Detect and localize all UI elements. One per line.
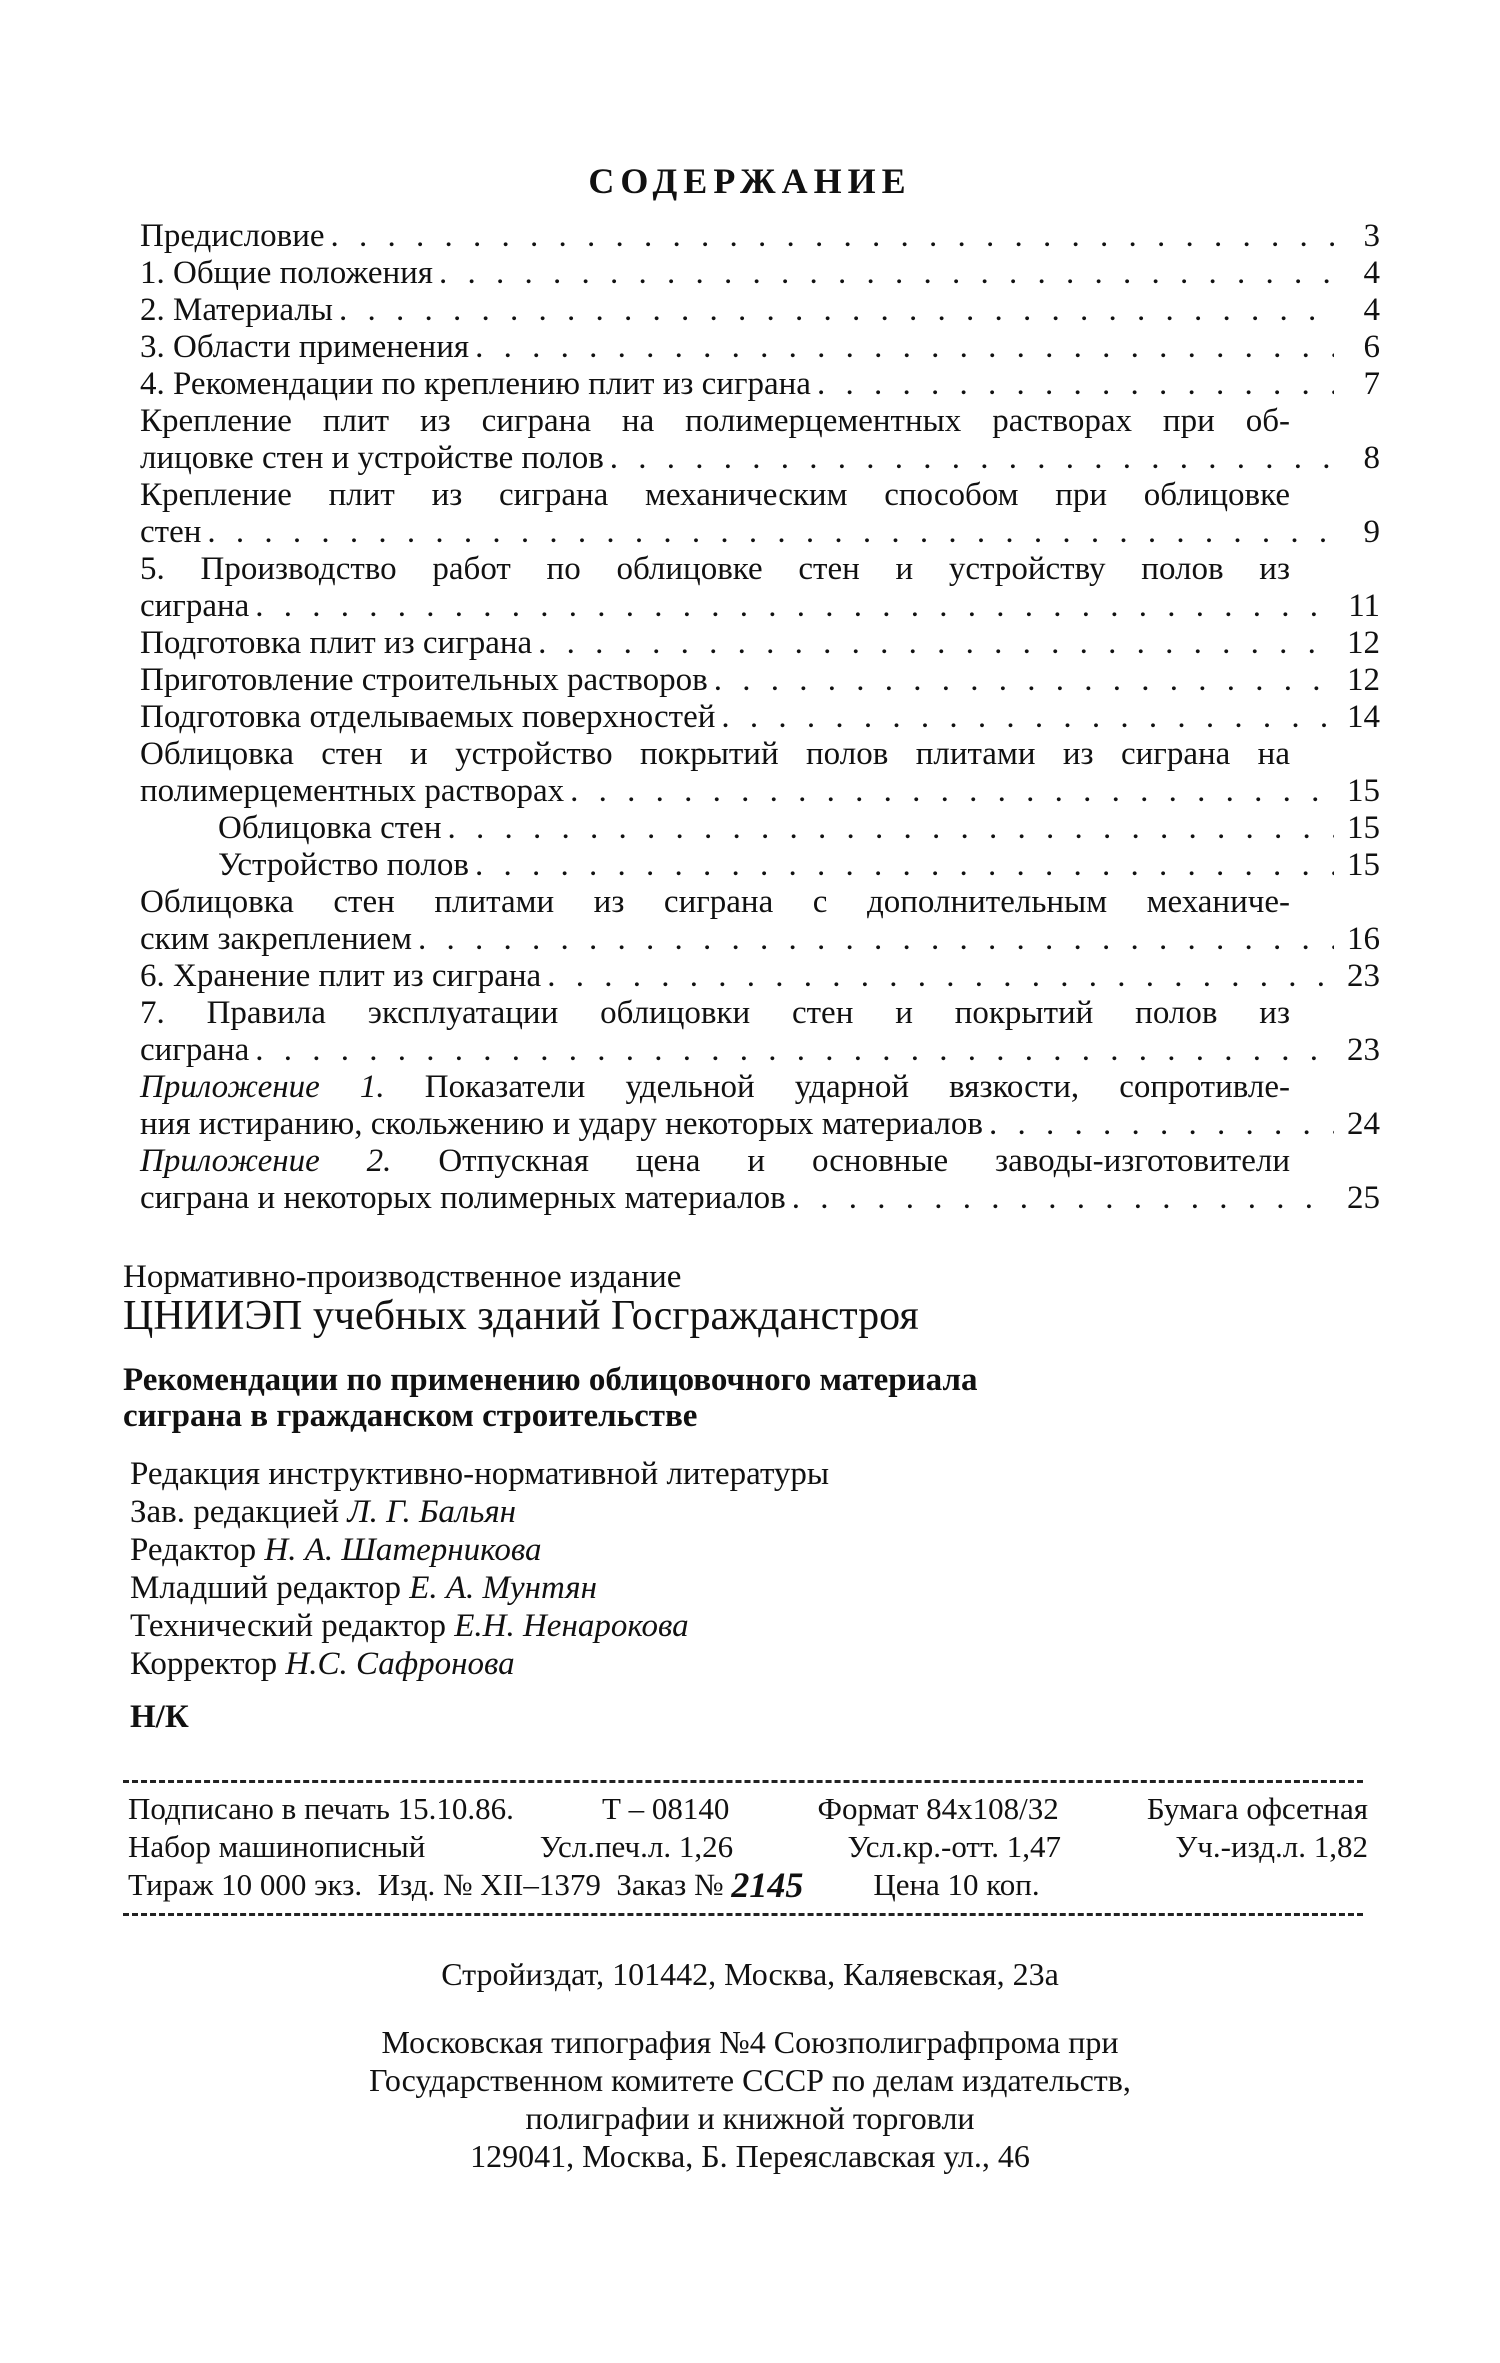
toc-page-number: 3 — [1363, 218, 1380, 254]
toc-page-number: 4 — [1363, 255, 1380, 291]
toc-entry-text — [140, 699, 715, 736]
toc-leader-dots — [447, 810, 1334, 847]
toc-entry-line: Устройство полов — [218, 847, 469, 883]
toc-entry-text — [140, 588, 249, 625]
toc-entry-text — [140, 625, 532, 662]
toc-entry-line: стен — [140, 514, 202, 550]
toc-entry-line: Подготовка плит из сиграна — [140, 625, 533, 661]
toc-entry-row — [140, 810, 1380, 847]
toc-entry-line: сиграна — [140, 1032, 250, 1068]
toc-entry-text — [218, 847, 469, 884]
toc-entry — [140, 1143, 1380, 1217]
toc-entry-row — [140, 1106, 1380, 1143]
toc-leader-dots — [721, 699, 1334, 736]
toc-entry-row — [140, 329, 1380, 366]
specs-price: Цена 10 коп. — [873, 1867, 1040, 1902]
toc-page-number: 24 — [1347, 1106, 1380, 1142]
divider-bottom — [123, 1913, 1363, 1916]
toc-page-number: 12 — [1347, 662, 1380, 698]
toc-entry-line: Крепление плит из сиграна механическим способом при облицовке — [140, 477, 1290, 513]
divider-top — [123, 1780, 1363, 1783]
toc-entry-text — [140, 366, 811, 403]
toc-page-number: 4 — [1363, 292, 1380, 328]
toc-entry — [140, 477, 1380, 551]
book-title-line-2: сиграна в гражданском строительстве — [123, 1398, 698, 1434]
toc-entry-text — [140, 1180, 786, 1217]
toc-entry — [140, 551, 1380, 625]
printer-line: Московская типография №4 Союзполиграфпрома при — [381, 2024, 1119, 2060]
toc-entry-line: полимерцементных растворах — [140, 773, 565, 809]
printer-info — [0, 2023, 1500, 2175]
toc-entry-line: Подготовка отделываемых поверхностей — [140, 699, 716, 735]
toc-entry-text — [140, 736, 1380, 773]
toc-page-number: 12 — [1347, 625, 1380, 661]
toc-entry-row — [140, 588, 1380, 625]
toc-leader-dots — [989, 1106, 1334, 1143]
toc-entry-row — [140, 921, 1380, 958]
toc-entry-row — [140, 847, 1380, 884]
toc-entry — [140, 995, 1380, 1069]
toc-leader-dots — [714, 662, 1334, 699]
toc-page-number: 8 — [1363, 440, 1380, 476]
toc-leader-dots — [792, 1180, 1334, 1217]
staff-line — [130, 1493, 829, 1531]
toc-entry-text — [140, 958, 541, 995]
toc-entry-text — [140, 440, 604, 477]
toc-entry-line: 4. Рекомендации по креплению плит из сиграна — [140, 366, 811, 402]
toc-entry — [140, 662, 1380, 699]
toc-page-number: 9 — [1363, 514, 1380, 550]
staff-role: Младший редактор — [130, 1570, 410, 1606]
toc-entry-line: Крепление плит из сиграна на полимерцементных растворах при об- — [140, 403, 1290, 439]
staff-role: Зав. редакцией — [130, 1494, 348, 1530]
toc-entry-text — [140, 921, 412, 958]
toc-leader-dots — [610, 440, 1334, 477]
toc-entry-text — [140, 995, 1380, 1032]
toc-page-number: 6 — [1363, 329, 1380, 365]
toc-entry-row — [140, 1180, 1380, 1217]
toc-page-number: 14 — [1347, 699, 1380, 735]
toc-entry-text — [140, 218, 325, 255]
toc-entry-line: 2. Материалы — [140, 292, 333, 328]
toc-entry-row — [140, 292, 1380, 329]
staff-line — [130, 1531, 829, 1569]
toc-entry — [140, 403, 1380, 477]
toc-entry — [140, 255, 1380, 292]
toc-page-number: 23 — [1347, 1032, 1380, 1068]
toc-entry-line: Показатели удельной ударной вязкости, сопротивле- — [384, 1069, 1290, 1105]
toc-page-number: 11 — [1348, 588, 1380, 624]
toc-entry — [140, 366, 1380, 403]
toc-appendix-label: Приложение 2. — [140, 1143, 392, 1179]
staff-line — [130, 1645, 829, 1683]
toc-entry — [140, 847, 1380, 884]
toc-entry-text — [218, 810, 441, 847]
edition-type: Нормативно-производственное издание — [123, 1259, 682, 1295]
toc-entry-row — [140, 1032, 1380, 1069]
toc-leader-dots — [547, 958, 1334, 995]
toc-entry-text — [140, 329, 469, 366]
toc-entry-line: Приготовление строительных растворов — [140, 662, 708, 698]
printer-line: 129041, Москва, Б. Переяславская ул., 46 — [470, 2138, 1030, 2174]
specs-run: Тираж 10 000 экз. Изд. № XII–1379 Заказ № — [128, 1867, 732, 1902]
toc-leader-dots — [475, 847, 1334, 884]
toc-entry-text — [140, 884, 1380, 921]
toc-entry-text — [140, 773, 564, 810]
toc-entry-text — [140, 1143, 1380, 1180]
editorial-staff — [130, 1455, 829, 1683]
staff-role: Корректор — [130, 1646, 286, 1682]
specs-signed: Подписано в печать 15.10.86. — [128, 1791, 514, 1826]
staff-role: Редактор — [130, 1532, 265, 1568]
staff-role: Редакция инструктивно-нормативной литературы — [130, 1456, 830, 1492]
specs-t-number: Т – 08140 — [601, 1791, 730, 1826]
specs-row-1 — [128, 1790, 1368, 1828]
toc-entry — [140, 1069, 1380, 1143]
toc-entry — [140, 625, 1380, 662]
toc-entry-line: Облицовка стен — [218, 810, 442, 846]
toc-entry-text — [140, 403, 1380, 440]
toc-entry — [140, 699, 1380, 736]
toc-entry-text — [140, 1032, 249, 1069]
toc-leader-dots — [331, 218, 1335, 255]
toc-leader-dots — [418, 921, 1334, 958]
toc-entry-row — [140, 773, 1380, 810]
toc-entry — [140, 292, 1380, 329]
specs-publisher-sheets: Уч.-изд.л. 1,82 — [1175, 1829, 1368, 1864]
specs-format: Формат 84х108/32 — [817, 1791, 1059, 1826]
staff-line — [130, 1607, 829, 1645]
book-title-line-1: Рекомендации по применению облицовочного материала — [123, 1362, 978, 1398]
toc-leader-dots — [439, 255, 1334, 292]
toc-entry-line: сиграна — [140, 588, 250, 624]
toc-page-number: 15 — [1347, 847, 1380, 883]
toc-entry-line: 7. Правила эксплуатации облицовки стен и покрытий полов из — [140, 995, 1290, 1031]
toc-entry-line: 1. Общие положения — [140, 255, 433, 291]
specs-paper: Бумага офсетная — [1146, 1791, 1368, 1826]
toc-entry-text — [140, 255, 433, 292]
toc-entry-text — [140, 1106, 983, 1143]
specs-typeset: Набор машинописный — [128, 1829, 426, 1864]
toc-leader-dots — [475, 329, 1334, 366]
table-of-contents — [140, 218, 1380, 1217]
publisher: Стройиздат, 101442, Москва, Каляевская, 23а — [441, 1956, 1059, 1992]
toc-entry-line: Предисловие — [140, 218, 325, 254]
toc-entry-row — [140, 255, 1380, 292]
organization: ЦНИИЭП учебных зданий Госгражданстроя — [123, 1293, 919, 1339]
toc-leader-dots — [255, 1032, 1334, 1069]
print-specs — [128, 1790, 1368, 1904]
printer-line: Государственном комитете СССР по делам издательств, — [369, 2062, 1131, 2098]
toc-leader-dots — [207, 514, 1334, 551]
toc-entry-line: 3. Области применения — [140, 329, 470, 365]
toc-appendix-label: Приложение 1. — [140, 1069, 385, 1105]
toc-entry-line: ским закреплением — [140, 921, 412, 957]
toc-entry-line: 5. Производство работ по облицовке стен и устройству полов из — [140, 551, 1290, 587]
toc-entry-text — [140, 1069, 1380, 1106]
toc-entry — [140, 958, 1380, 995]
specs-print-sheets: Усл.печ.л. 1,26 — [539, 1829, 734, 1864]
toc-leader-dots — [255, 588, 1334, 625]
toc-entry-line: Отпускная цена и основные заводы-изготовители — [391, 1143, 1290, 1179]
staff-name: Н. А. Шатерникова — [264, 1532, 542, 1568]
order-number-handwritten: 2145 — [731, 1865, 804, 1905]
staff-name: Н.С. Сафронова — [285, 1646, 515, 1682]
toc-entry-row — [140, 440, 1380, 477]
toc-entry-line: ния истиранию, скольжению и удару некоторых материалов — [140, 1106, 983, 1142]
toc-entry-text — [140, 514, 201, 551]
toc-page-number: 16 — [1347, 921, 1380, 957]
staff-name: Е. А. Мунтян — [409, 1570, 597, 1606]
toc-entry — [140, 218, 1380, 255]
code-label: Н/К — [130, 1699, 189, 1735]
toc-entry-row — [140, 699, 1380, 736]
specs-row-3 — [128, 1866, 1368, 1904]
toc-title: СОДЕРЖАНИЕ — [588, 161, 912, 201]
specs-row-2 — [128, 1828, 1368, 1866]
toc-page-number: 15 — [1347, 773, 1380, 809]
toc-entry-row — [140, 958, 1380, 995]
toc-entry-text — [140, 292, 333, 329]
toc-leader-dots — [538, 625, 1334, 662]
toc-leader-dots — [817, 366, 1334, 403]
toc-entry — [140, 329, 1380, 366]
staff-line — [130, 1455, 829, 1493]
toc-page-number: 23 — [1347, 958, 1380, 994]
toc-page-number: 15 — [1347, 810, 1380, 846]
staff-name: Е.Н. Ненарокова — [454, 1608, 689, 1644]
toc-entry — [140, 884, 1380, 958]
toc-entry — [140, 736, 1380, 810]
specs-color-prints: Усл.кр.-отт. 1,47 — [847, 1829, 1061, 1864]
toc-entry-line: лицовке стен и устройстве полов — [140, 440, 604, 476]
toc-entry-line: Облицовка стен плитами из сиграна с дополнительным механиче- — [140, 884, 1290, 920]
toc-entry-row — [140, 514, 1380, 551]
toc-entry-text — [140, 551, 1380, 588]
toc-leader-dots — [339, 292, 1334, 329]
toc-entry-row — [140, 662, 1380, 699]
toc-entry-line: 6. Хранение плит из сиграна — [140, 958, 542, 994]
toc-entry-line: Облицовка стен и устройство покрытий полов плитами из сиграна на — [140, 736, 1290, 772]
printer-line: полиграфии и книжной торговли — [525, 2100, 975, 2136]
toc-entry-text — [140, 662, 708, 699]
toc-page-number: 7 — [1363, 366, 1380, 402]
staff-role: Технический редактор — [130, 1608, 455, 1644]
toc-leader-dots — [570, 773, 1334, 810]
toc-page-number: 25 — [1347, 1180, 1380, 1216]
staff-name: Л. Г. Бальян — [347, 1494, 517, 1530]
toc-entry-row — [140, 218, 1380, 255]
staff-line — [130, 1569, 829, 1607]
toc-entry-text — [140, 477, 1380, 514]
toc-entry — [140, 810, 1380, 847]
toc-entry-row — [140, 366, 1380, 403]
toc-entry-row — [140, 625, 1380, 662]
toc-entry-line: сиграна и некоторых полимерных материалов — [140, 1180, 786, 1216]
